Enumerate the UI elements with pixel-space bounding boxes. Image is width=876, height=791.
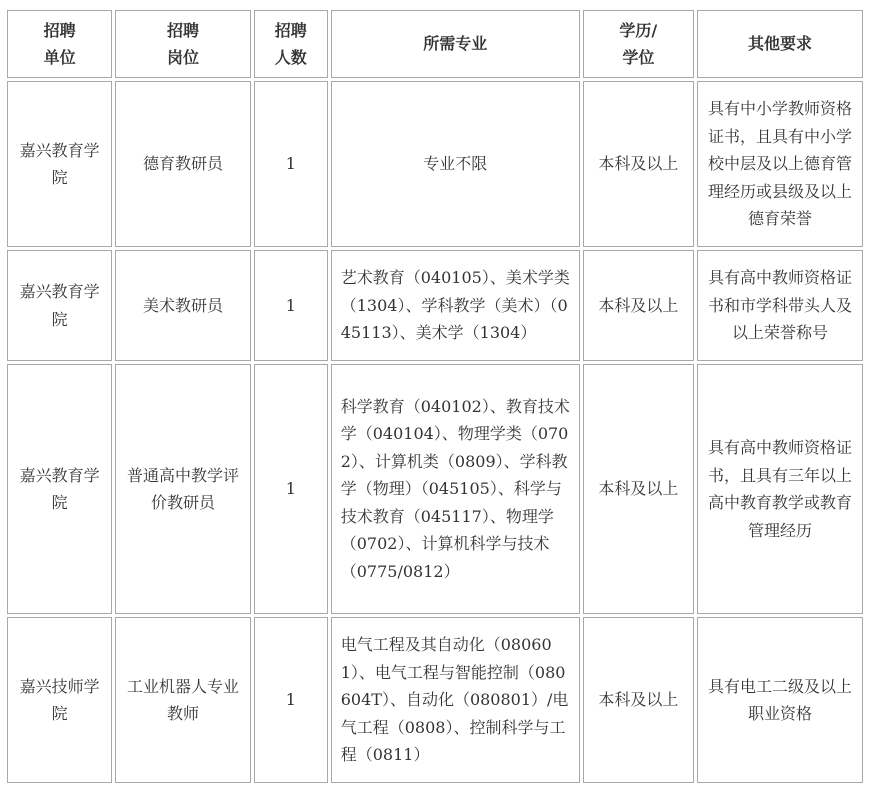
cell-count: 1: [254, 250, 328, 361]
table-header-row: [7, 10, 863, 78]
header-cell-position: 招聘 岗位: [115, 10, 251, 78]
table-row: [7, 364, 863, 614]
table-row: [7, 81, 863, 247]
table-row: [7, 617, 863, 783]
cell-major: 专业不限: [331, 81, 580, 247]
cell-major: 电气工程及其自动化（080601）、电气工程与智能控制（080604T）、自动化（080801）/电气工程（0808）、控制科学与工程（0811）: [331, 617, 580, 783]
cell-degree: 本科及以上: [583, 617, 694, 783]
cell-degree: 本科及以上: [583, 364, 694, 614]
cell-count: 1: [254, 81, 328, 247]
table-row: [7, 250, 863, 361]
recruitment-table: [4, 7, 866, 786]
cell-major: 科学教育（040102）、教育技术学（040104）、物理学类（0702）、计算机类（0809）、学科教学（物理）（045105）、科学与技术教育（045117）、物理学（0702）、计算机科学与技术（0775/0812）: [331, 364, 580, 614]
header-cell-count: 招聘 人数: [254, 10, 328, 78]
cell-unit: 嘉兴教育学院: [7, 250, 112, 361]
header-cell-unit: 招聘 单位: [7, 10, 112, 78]
cell-degree: 本科及以上: [583, 81, 694, 247]
cell-position: 普通高中教学评价教研员: [115, 364, 251, 614]
cell-other: 具有电工二级及以上职业资格: [697, 617, 863, 783]
cell-unit: 嘉兴教育学院: [7, 364, 112, 614]
cell-count: 1: [254, 364, 328, 614]
cell-major: 艺术教育（040105）、美术学类（1304）、学科教学（美术）（045113）、美术学（1304）: [331, 250, 580, 361]
cell-unit: 嘉兴技师学院: [7, 617, 112, 783]
header-cell-major: 所需专业: [331, 10, 580, 78]
header-cell-degree: 学历/ 学位: [583, 10, 694, 78]
cell-other: 具有高中教师资格证书和市学科带头人及以上荣誉称号: [697, 250, 863, 361]
cell-position: 德育教研员: [115, 81, 251, 247]
cell-position: 工业机器人专业教师: [115, 617, 251, 783]
cell-count: 1: [254, 617, 328, 783]
cell-other: 具有高中教师资格证书，且具有三年以上高中教育教学或教育管理经历: [697, 364, 863, 614]
cell-other: 具有中小学教师资格证书，且具有中小学校中层及以上德育管理经历或县级及以上德育荣誉: [697, 81, 863, 247]
cell-degree: 本科及以上: [583, 250, 694, 361]
cell-position: 美术教研员: [115, 250, 251, 361]
cell-unit: 嘉兴教育学院: [7, 81, 112, 247]
header-cell-other: 其他要求: [697, 10, 863, 78]
